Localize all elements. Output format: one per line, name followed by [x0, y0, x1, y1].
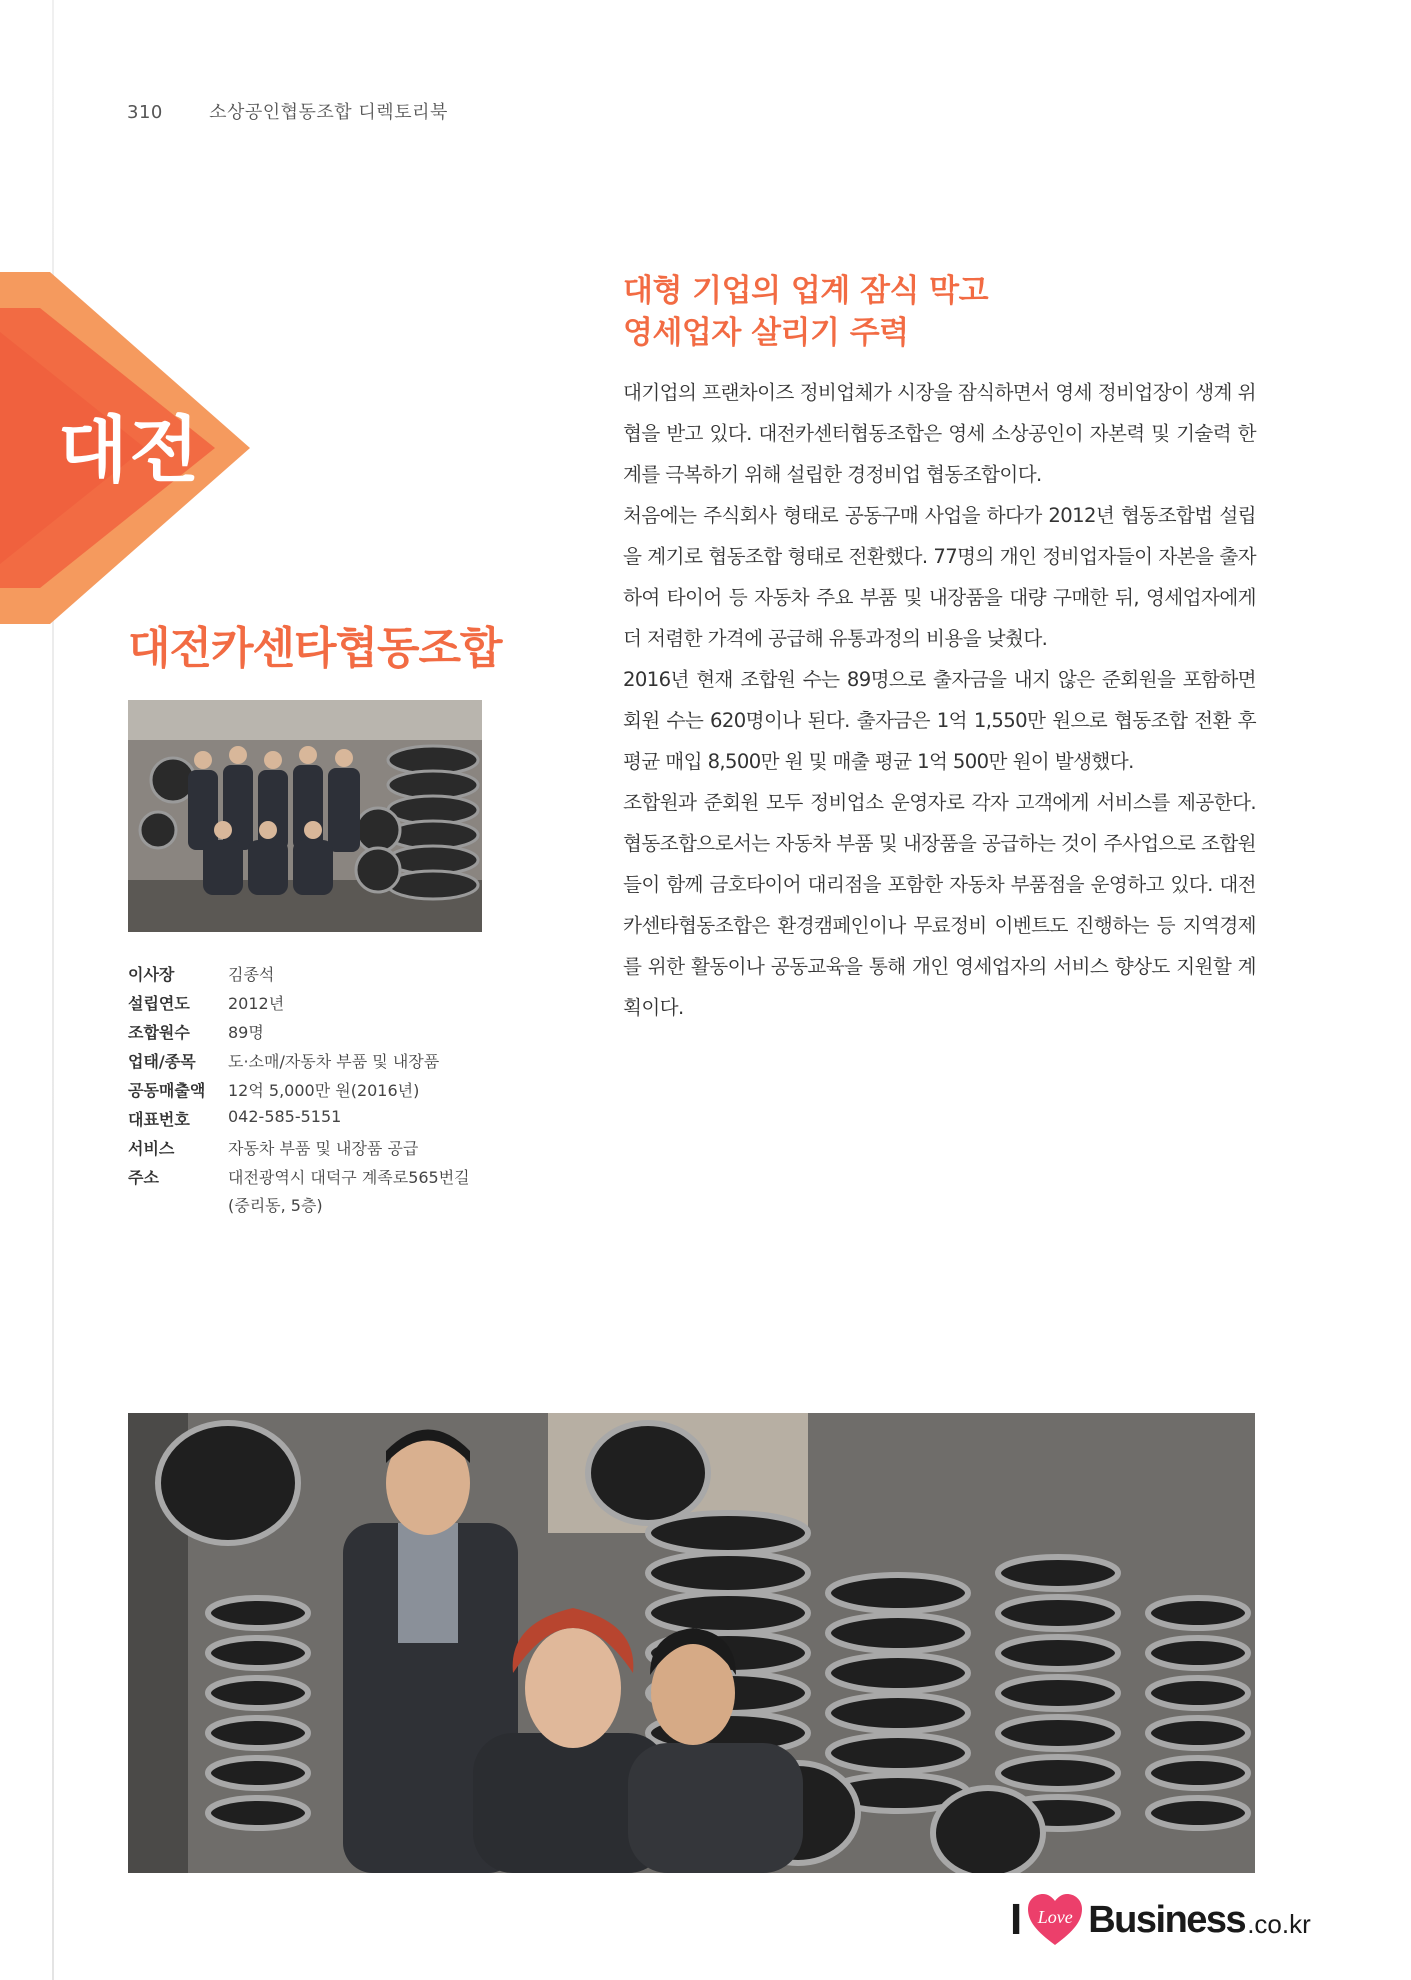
info-key: 설립연도: [128, 994, 190, 1013]
headline-line-1: 대형 기업의 업계 잠식 막고: [623, 273, 989, 309]
article-headline: [623, 270, 988, 354]
region-label: 대전: [58, 408, 202, 492]
info-row-phone: [128, 1107, 470, 1136]
info-key: 공동매출액: [128, 1081, 206, 1100]
info-row-founded: [128, 991, 470, 1020]
brand-love: Love: [1037, 1907, 1073, 1927]
info-value: 도·소매/자동차 부품 및 내장품: [228, 1052, 440, 1071]
brand-business: Business: [1088, 1898, 1246, 1941]
info-row-business-type: [128, 1049, 470, 1078]
info-key: 서비스: [128, 1139, 175, 1158]
headline-line-2: 영세업자 살리기 주력: [623, 315, 909, 351]
group-photo: [128, 700, 482, 932]
info-value: 89명: [228, 1023, 264, 1042]
brand-logo: [1010, 1890, 1311, 1950]
info-value: 자동차 부품 및 내장품 공급: [228, 1139, 419, 1158]
address-line-1: 대전광역시 대덕구 계족로565번길: [228, 1168, 470, 1187]
main-photo: [128, 1413, 1255, 1873]
info-value: 042-585-5151: [228, 1107, 342, 1126]
running-head: [127, 98, 448, 124]
info-key: 대표번호: [128, 1110, 190, 1129]
info-value: 2012년: [228, 994, 285, 1013]
org-title: 대전카센타협동조합: [128, 623, 502, 674]
info-key: 조합원수: [128, 1023, 190, 1042]
info-value: 12억 5,000만 원(2016년): [228, 1081, 420, 1100]
info-value: 김종석: [228, 965, 275, 984]
info-key: 업태/종목: [128, 1052, 196, 1071]
article-paragraph: 조합원과 준회원 모두 정비업소 운영자로 각자 고객에게 서비스를 제공한다. 협동조합으로서는 자동차 부품 및 내장품을 공급하는 것이 주사업으로 조합원들이 함께 금호타이어 대리점을 포함한 자동차 부품점을 운영하고 있다. 대전카센타협동조합은 환경캠페인이나 무료정비 이벤트도 진행하는 등 지역경제를 위한 활동이나 공동교육을 통해 개인 영세업자의 서비스 향상도 지원할 계획이다.: [623, 791, 1256, 1019]
info-key: 주소: [128, 1168, 159, 1187]
region-tag: [0, 272, 255, 624]
article-paragraph: 2016년 현재 조합원 수는 89명으로 출자금을 내지 않은 준회원을 포함하면 회원 수는 620명이나 된다. 출자금은 1억 1,550만 원으로 협동조합 전환 후 평균 매입 8,500만 원 및 매출 평균 1억 500만 원이 발생했다.: [623, 668, 1256, 773]
article-body: [623, 372, 1256, 1028]
info-row-address: [128, 1165, 470, 1223]
page-number: 310: [127, 102, 163, 123]
info-row-members: [128, 1020, 470, 1049]
brand-domain: .co.kr: [1247, 1908, 1311, 1939]
info-row-service: [128, 1136, 470, 1165]
info-row-sales: [128, 1078, 470, 1107]
article-paragraph: 처음에는 주식회사 형태로 공동구매 사업을 하다가 2012년 협동조합법 설립을 계기로 협동조합 형태로 전환했다. 77명의 개인 정비업자들이 자본을 출자하여 타이어 등 자동차 주요 부품 및 내장품을 대량 구매한 뒤, 영세업자에게 더 저렴한 가격에 공급해 유통과정의 비용을 낮췄다.: [623, 504, 1256, 650]
info-list: [128, 962, 470, 1223]
heart-icon: [1026, 1893, 1084, 1947]
brand-i: I: [1010, 1895, 1023, 1944]
address-line-2: (중리동, 5층): [228, 1196, 323, 1215]
info-key: 이사장: [128, 965, 175, 984]
book-title: 소상공인협동조합 디렉토리북: [209, 102, 448, 123]
info-row-ceo: [128, 962, 470, 991]
info-value: [228, 1164, 470, 1223]
article-paragraph: 대기업의 프랜차이즈 정비업체가 시장을 잠식하면서 영세 정비업장이 생계 위협을 받고 있다. 대전카센터협동조합은 영세 소상공인이 자본력 및 기술력 한계를 극복하기 위해 설립한 경정비업 협동조합이다.: [623, 381, 1256, 486]
